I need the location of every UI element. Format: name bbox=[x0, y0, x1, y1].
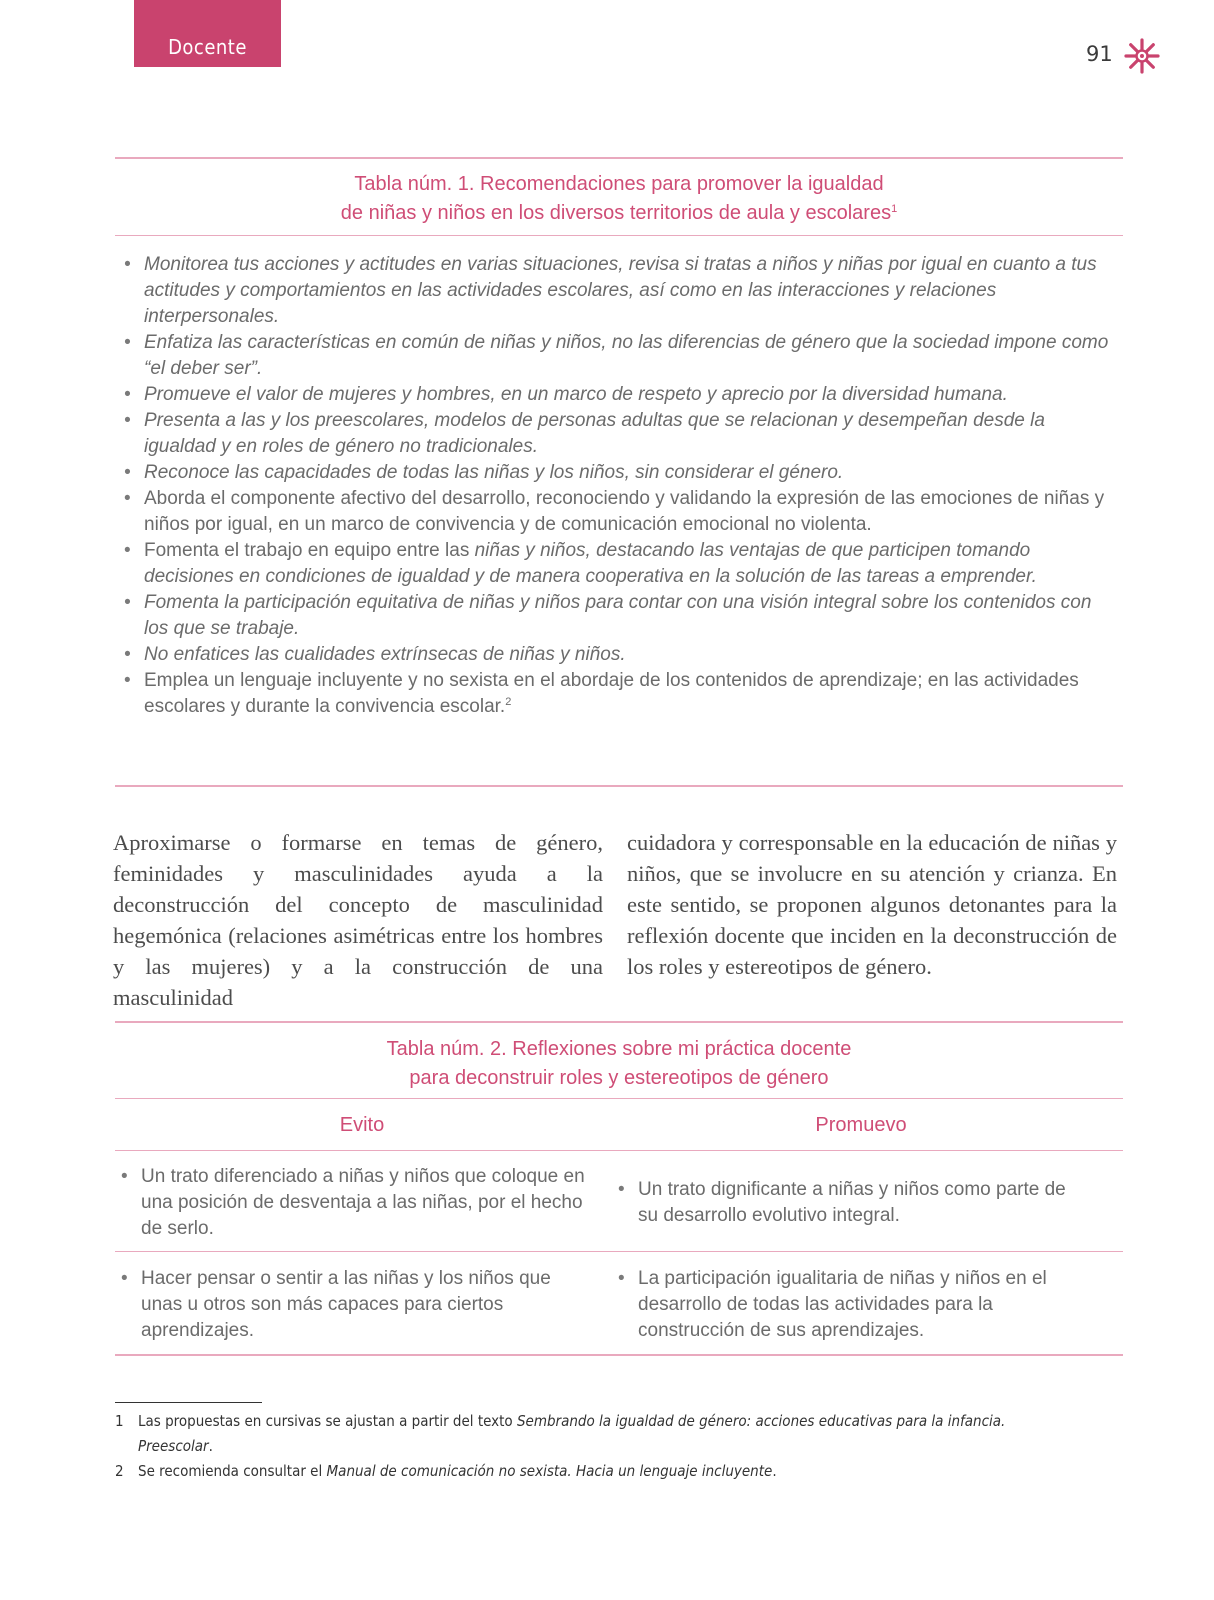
list-item: • No enfatices las cualidades extrínsecas de niñas y niños. bbox=[120, 642, 1120, 668]
table1-caption-rule bbox=[115, 235, 1123, 236]
table-cell-promote: • La participación igualitaria de niñas y niños en el desarrollo de todas las actividades para la construcción de sus aprendizajes. bbox=[614, 1266, 1084, 1344]
table1-caption-line2-wrap bbox=[115, 199, 1123, 228]
list-item-italic: niñas y niños, destacando las ventajas de que participen tomando decisiones en condiciones de igualdad y de manera cooperativa en la solución de las tareas a emprender. bbox=[144, 540, 1037, 587]
footnote-separator bbox=[115, 1402, 262, 1403]
footnote-tail: . bbox=[208, 1437, 213, 1455]
table2-row-rule bbox=[115, 1251, 1123, 1252]
footnote-number: 2 bbox=[115, 1462, 124, 1480]
footnote-tail: . bbox=[772, 1462, 777, 1480]
footnote-text bbox=[115, 1409, 1075, 1459]
flower-star-icon bbox=[1124, 38, 1160, 74]
table1-caption bbox=[115, 170, 1123, 228]
list-item: • Promueve el valor de mujeres y hombres, en un marco de respeto y aprecio por la diversidad humana. bbox=[120, 382, 1120, 408]
footnote-text bbox=[115, 1459, 1075, 1484]
table2-caption-line1: Tabla núm. 2. Reflexiones sobre mi práctica docente bbox=[386, 1038, 852, 1060]
table-cell-avoid: • Hacer pensar o sentir a las niñas y los niños que unas u otros son más capaces para ciertos aprendizajes. bbox=[117, 1266, 587, 1344]
list-item: • Aborda el componente afectivo del desarrollo, reconociendo y validando la expresión de las emociones de niñas y niños por igual, en un marco de convivencia y de comunicación emocional no violenta. bbox=[120, 486, 1120, 538]
table1-bottom-rule bbox=[115, 785, 1123, 787]
body-column-left: Aproximarse o formarse en temas de género, feminidades y masculinidades ayuda a la deconstrucción del concepto de masculinidad hegemónica (relaciones asimétricas entre los hombres y las mujeres) y a la construcción de una masculinidad bbox=[113, 830, 603, 1010]
table2-caption-rule bbox=[115, 1098, 1123, 1099]
column-header-promuevo: Promuevo bbox=[815, 1114, 907, 1136]
list-item: • Presenta a las y los preescolares, modelos de personas adultas que se relacionan y desempeñan desde la igualdad y en roles de género no tradicionales. bbox=[120, 408, 1120, 460]
list-item: • Fomenta la participación equitativa de niñas y niños para contar con una visión integral sobre los contenidos con los que se trabaje. bbox=[120, 590, 1120, 642]
footnote-plain: Las propuestas en cursivas se ajustan a partir del texto bbox=[138, 1412, 517, 1430]
table2-caption-line2: para deconstruir roles y estereotipos de género bbox=[409, 1067, 829, 1089]
footnote-ref-2: 2 bbox=[505, 696, 512, 708]
list-item bbox=[120, 668, 1120, 720]
table2-top-rule bbox=[115, 1021, 1123, 1023]
column-header-evito: Evito bbox=[339, 1114, 385, 1136]
body-column-right: cuidadora y corresponsable en la educación de niñas y niños, que se involucre en su atención y crianza. En este sentido, se proponen algunos detonantes para la reflexión docente que inciden en la deconstrucción de los roles y estereotipos de género. bbox=[627, 830, 1117, 979]
table1-caption-line2: de niñas y niños en los diversos territorios de aula y escolares bbox=[340, 202, 892, 224]
footnote-title: Manual de comunicación no sexista. Hacia un lenguaje incluyente bbox=[326, 1462, 773, 1480]
footnote-2 bbox=[115, 1459, 1075, 1484]
list-item bbox=[120, 538, 1120, 590]
list-item-text: Emplea un lenguaje incluyente y no sexista en el abordaje de los contenidos de aprendizaje; en las actividades escolares y durante la convivencia escolar. bbox=[144, 670, 1079, 717]
list-item-plain: Fomenta el trabajo en equipo entre las bbox=[144, 540, 475, 561]
list-item: • Monitorea tus acciones y actitudes en varias situaciones, revisa si tratas a niños y niñas por igual en cuanto a tus actitudes y comportamientos en las actividades escolares, así como en las interacciones y relaciones interpersonales. bbox=[120, 252, 1120, 330]
table1-top-rule bbox=[115, 157, 1123, 159]
section-label: Docente bbox=[168, 35, 247, 59]
footnote-plain: Se recomienda consultar el bbox=[138, 1462, 327, 1480]
footnote-title: Sembrando la igualdad de género: acciones educativas para la infancia. Preescolar bbox=[138, 1412, 1006, 1455]
table2-header-rule bbox=[115, 1150, 1123, 1151]
footnote-ref-1: 1 bbox=[891, 203, 898, 215]
table-cell-avoid: • Un trato diferenciado a niñas y niños que coloque en una posición de desventaja a las niñas, por el hecho de serlo. bbox=[117, 1164, 587, 1242]
footnote-1 bbox=[115, 1409, 1075, 1459]
footnote-number: 1 bbox=[115, 1412, 124, 1430]
table2-caption bbox=[115, 1035, 1123, 1093]
section-tab bbox=[134, 0, 281, 67]
table1-caption-line1: Tabla núm. 1. Recomendaciones para promover la igualdad bbox=[354, 173, 884, 195]
list-item: • Enfatiza las características en común de niñas y niños, no las diferencias de género que la sociedad impone como “el deber ser”. bbox=[120, 330, 1120, 382]
table2-bottom-rule bbox=[115, 1354, 1123, 1356]
page-number: 91 bbox=[1086, 42, 1113, 66]
list-item: • Reconoce las capacidades de todas las niñas y los niños, sin considerar el género. bbox=[120, 460, 1120, 486]
recommendations-list bbox=[120, 252, 1120, 720]
table-cell-promote: • Un trato dignificante a niñas y niños como parte de su desarrollo evolutivo integral. bbox=[614, 1177, 1084, 1229]
